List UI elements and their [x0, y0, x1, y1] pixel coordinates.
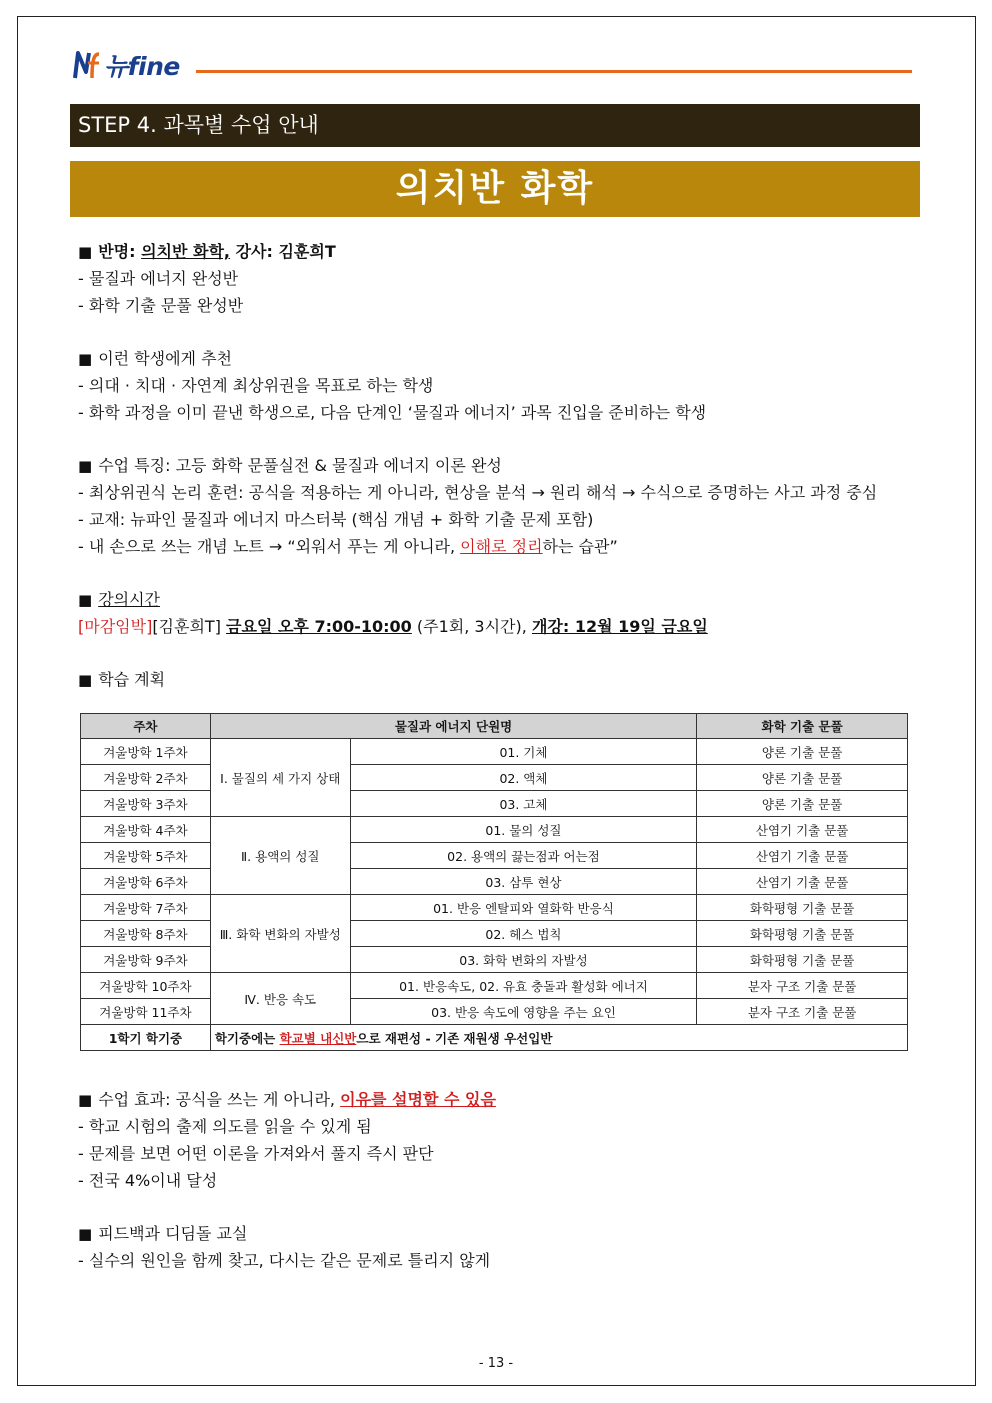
table-footer-row — [81, 1025, 908, 1051]
schedule-teacher: [김훈희T] — [152, 617, 227, 636]
week-cell: 겨울방학 4주차 — [81, 817, 211, 843]
page-number: - 13 - — [478, 1356, 514, 1371]
square-bullet-icon: ■ — [78, 243, 93, 261]
unit-cell: Ⅳ. 반응 속도 — [210, 973, 350, 1025]
square-bullet-icon: ■ — [78, 1091, 93, 1109]
step-heading: STEP 4. 과목별 수업 안내 — [70, 104, 920, 147]
practice-cell: 화학평형 기출 문풀 — [697, 947, 908, 973]
note-text-end: 으로 재편성 - 기존 재원생 우선입반 — [356, 1030, 553, 1046]
course-info — [78, 238, 908, 693]
recommend-heading-text: 이런 학생에게 추천 — [98, 349, 233, 368]
unit-cell: Ⅰ. 물질의 세 가지 상태 — [210, 739, 350, 817]
practice-cell: 분자 구조 기출 문풀 — [697, 999, 908, 1025]
topic-cell: 01. 반응 엔탈피와 열화학 반응식 — [350, 895, 697, 921]
week-cell: 겨울방학 6주차 — [81, 869, 211, 895]
features-heading-text: 수업 특징: 고등 화학 문풀실전 & 물질과 에너지 이론 완성 — [98, 456, 502, 475]
semester-note-cell — [210, 1025, 907, 1051]
newfine-logo — [72, 48, 180, 82]
table-row — [81, 843, 908, 869]
list-item: - 의대 · 치대 · 자연계 최상위권을 목표로 하는 학생 — [78, 376, 434, 395]
schedule-time: 금요일 오후 7:00-10:00 — [226, 617, 412, 636]
newfine-logo-mark-icon — [72, 50, 100, 80]
class-heading — [78, 238, 908, 265]
effect-heading — [78, 1086, 908, 1113]
table-row — [81, 791, 908, 817]
list-item: - 학교 시험의 출제 의도를 읽을 수 있게 됨 — [78, 1117, 372, 1136]
topic-cell: 01. 반응속도, 02. 유효 충돌과 활성화 에너지 — [350, 973, 697, 999]
note-highlight: 이해로 정리 — [460, 537, 543, 556]
practice-cell: 양론 기출 문풀 — [697, 791, 908, 817]
header-rule — [196, 70, 912, 73]
topic-cell: 02. 헤스 법칙 — [350, 921, 697, 947]
note-text: - 내 손으로 쓰는 개념 노트 → “외워서 푸는 게 아니라, — [78, 537, 461, 556]
practice-cell: 산염기 기출 문풀 — [697, 817, 908, 843]
effect-highlight: 이유를 설명할 수 있음 — [340, 1090, 496, 1109]
list-item: - 문제를 보면 어떤 이론을 가져와서 풀지 즉시 판단 — [78, 1144, 434, 1163]
week-cell: 겨울방학 3주차 — [81, 791, 211, 817]
plan-heading — [78, 666, 908, 693]
note-text: 학기중에는 — [214, 1030, 280, 1046]
feedback-heading-text: 피드백과 디딤돌 교실 — [98, 1224, 248, 1243]
week-cell: 겨울방학 1주차 — [81, 739, 211, 765]
table-row — [81, 999, 908, 1025]
topic-cell: 01. 물의 성질 — [350, 817, 697, 843]
unit-cell: Ⅲ. 화학 변화의 자발성 — [210, 895, 350, 973]
list-item: - 화학 기출 문풀 완성반 — [78, 296, 244, 315]
practice-cell: 산염기 기출 문풀 — [697, 843, 908, 869]
week-cell: 겨울방학 11주차 — [81, 999, 211, 1025]
practice-cell: 화학평형 기출 문풀 — [697, 921, 908, 947]
note-text-end: 하는 습관” — [542, 537, 618, 556]
schedule-frequency: (주1회, 3시간), — [411, 617, 532, 636]
week-cell: 겨울방학 10주차 — [81, 973, 211, 999]
practice-cell: 양론 기출 문풀 — [697, 765, 908, 791]
features-heading — [78, 452, 908, 479]
table-header-row — [81, 714, 908, 739]
class-label: 반명: — [98, 242, 142, 261]
schedule-line — [78, 613, 908, 640]
plan-heading-text: 학습 계획 — [98, 670, 166, 689]
list-item: - 교재: 뉴파인 물질과 에너지 마스터북 (핵심 개념 + 화학 기출 문제 포함) — [78, 510, 594, 529]
square-bullet-icon: ■ — [78, 591, 93, 609]
topic-cell: 03. 고체 — [350, 791, 697, 817]
square-bullet-icon: ■ — [78, 457, 93, 475]
study-plan-table — [80, 713, 908, 1051]
topic-cell: 03. 화학 변화의 자발성 — [350, 947, 697, 973]
feedback-heading — [78, 1220, 908, 1247]
practice-cell: 화학평형 기출 문풀 — [697, 895, 908, 921]
teacher-name: 강사: 김훈희T — [230, 242, 336, 261]
course-title: 의치반 화학 — [70, 161, 920, 217]
topic-cell: 02. 용액의 끓는점과 어는점 — [350, 843, 697, 869]
table-row — [81, 947, 908, 973]
unit-cell: Ⅱ. 용액의 성질 — [210, 817, 350, 895]
table-row — [81, 739, 908, 765]
practice-cell: 양론 기출 문풀 — [697, 739, 908, 765]
table-row — [81, 895, 908, 921]
square-bullet-icon: ■ — [78, 1225, 93, 1243]
list-item: - 전국 4%이내 달성 — [78, 1171, 218, 1190]
week-cell: 겨울방학 8주차 — [81, 921, 211, 947]
list-item: - 최상위권식 논리 훈련: 공식을 적용하는 게 아니라, 현상을 분석 → 원리 해석 → 수식으로 증명하는 사고 과정 중심 — [78, 483, 878, 502]
square-bullet-icon: ■ — [78, 671, 93, 689]
square-bullet-icon: ■ — [78, 350, 93, 368]
recommend-heading — [78, 345, 908, 372]
week-cell: 겨울방학 5주차 — [81, 843, 211, 869]
topic-cell: 03. 반응 속도에 영향을 주는 요인 — [350, 999, 697, 1025]
schedule-open-date: 개강: 12월 19일 금요일 — [531, 617, 708, 636]
table-row — [81, 869, 908, 895]
list-item — [78, 533, 908, 560]
schedule-heading-text: 강의시간 — [98, 590, 161, 609]
effect-heading-text: 수업 효과: 공식을 쓰는 게 아니라, — [98, 1090, 341, 1109]
note-highlight: 학교별 내신반 — [279, 1030, 357, 1046]
list-item: - 화학 과정을 이미 끝낸 학생으로, 다음 단계인 ‘물질과 에너지’ 과목 진입을 준비하는 학생 — [78, 403, 707, 422]
class-name: 의치반 화학, — [141, 242, 231, 261]
list-item: - 실수의 원인을 함께 찾고, 다시는 같은 문제로 틀리지 않게 — [78, 1251, 491, 1270]
table-row — [81, 973, 908, 999]
column-header-unit: 물질과 에너지 단원명 — [210, 714, 696, 739]
topic-cell: 03. 삼투 현상 — [350, 869, 697, 895]
column-header-week: 주차 — [81, 714, 211, 739]
practice-cell: 산염기 기출 문풀 — [697, 869, 908, 895]
column-header-practice: 화학 기출 문풀 — [697, 714, 908, 739]
list-item: - 물질과 에너지 완성반 — [78, 269, 239, 288]
week-cell: 1학기 학기중 — [81, 1025, 211, 1051]
table-row — [81, 765, 908, 791]
week-cell: 겨울방학 9주차 — [81, 947, 211, 973]
table-row — [81, 921, 908, 947]
logo-text: 뉴fine — [104, 52, 180, 81]
table-row — [81, 817, 908, 843]
practice-cell: 분자 구조 기출 문풀 — [697, 973, 908, 999]
topic-cell: 02. 액체 — [350, 765, 697, 791]
course-info-bottom — [78, 1086, 908, 1274]
deadline-badge: [마감임박] — [78, 617, 153, 636]
week-cell: 겨울방학 2주차 — [81, 765, 211, 791]
schedule-heading — [78, 586, 908, 613]
week-cell: 겨울방학 7주차 — [81, 895, 211, 921]
topic-cell: 01. 기체 — [350, 739, 697, 765]
